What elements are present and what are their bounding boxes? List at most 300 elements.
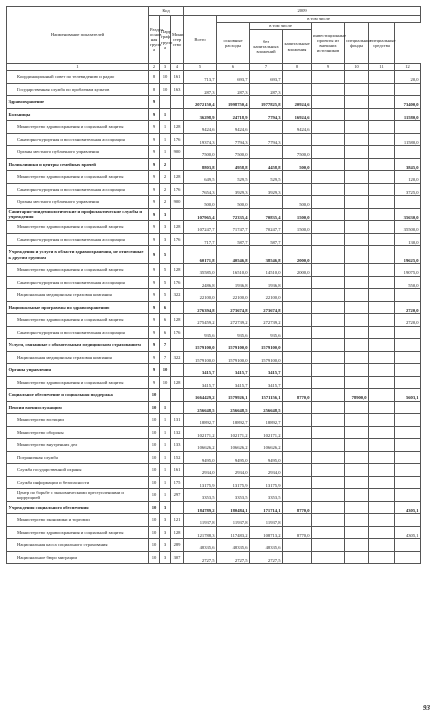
special-funds-value	[345, 426, 369, 439]
basic-expenses-value: 9495,0	[217, 451, 250, 464]
total-value: 60171,8	[184, 246, 217, 264]
special-funds-value	[345, 514, 369, 527]
total-value: 102171,2	[184, 426, 217, 439]
row-name: Услуги, связанные с обязательным медицинским страхованием	[7, 339, 149, 352]
empty-cell	[369, 314, 395, 327]
header-special-means: специальные средства	[369, 23, 395, 64]
capital-investment-value: 2000,0	[283, 246, 312, 264]
special-funds-value	[345, 246, 369, 264]
investment-projects-value	[312, 489, 345, 502]
total-value: 935,6	[184, 326, 217, 339]
special-means-value	[395, 414, 421, 427]
empty-cell	[369, 339, 395, 352]
capital-investment-value	[283, 539, 312, 552]
paragraph-code: 2	[160, 183, 171, 196]
table-row	[7, 314, 421, 327]
row-name: Национальная медицинская страховая компания	[7, 289, 149, 302]
without-capital-value: 693,7	[250, 71, 283, 84]
row-name: Национальное бюро миграции	[7, 551, 149, 564]
capital-investment-value: 8770,0	[283, 526, 312, 539]
row-name: Санаторно-курортная и восстановительная ассоциация	[7, 276, 149, 289]
total-value: 9424,6	[184, 121, 217, 134]
without-capital-value: 1977825,8	[250, 96, 283, 109]
empty-cell	[369, 158, 395, 171]
ministry-code: 176	[171, 183, 184, 196]
capital-investment-value	[283, 414, 312, 427]
without-capital-value: 287,3	[250, 83, 283, 96]
ministry-code: 900	[171, 196, 184, 209]
column-number: 3	[160, 64, 171, 71]
total-value: 8803,8	[184, 158, 217, 171]
special-means-value: 3725,0	[395, 183, 421, 196]
basic-expenses-value: 11937,8	[217, 514, 250, 527]
capital-investment-value	[283, 314, 312, 327]
capital-investment-value	[283, 171, 312, 184]
special-means-value: 5603,1	[395, 389, 421, 402]
empty-cell	[369, 351, 395, 364]
row-name: Социальное обеспечение и социальная поддержка	[7, 389, 149, 402]
table-row	[7, 376, 421, 389]
special-funds-value	[345, 276, 369, 289]
table-row	[7, 208, 421, 221]
row-name: Министерство здравоохранения и социальной защиты	[7, 121, 149, 134]
ministry-code: 128	[171, 221, 184, 234]
header-special-funds: специальные фонды	[345, 23, 369, 64]
paragraph-code: 1	[160, 426, 171, 439]
row-name: Министерство экономики и торговли	[7, 514, 149, 527]
basic-expenses-value: 1579100,0	[217, 351, 250, 364]
special-means-value: 19075,0	[395, 264, 421, 277]
paragraph-code: 3	[160, 551, 171, 564]
special-means-value	[395, 339, 421, 352]
without-capital-value: 108713,2	[250, 526, 283, 539]
without-capital-value: 38546,8	[250, 246, 283, 264]
without-capital-value: 2934,0	[250, 464, 283, 477]
without-capital-value: 171714,1	[250, 501, 283, 514]
special-means-value	[395, 551, 421, 564]
table-row	[7, 364, 421, 377]
capital-investment-value	[283, 451, 312, 464]
paragraph-code: 7	[160, 351, 171, 364]
page-number: 93	[423, 704, 430, 712]
empty-cell	[369, 71, 395, 84]
basic-expenses-value: 106626,2	[217, 439, 250, 452]
special-funds-value	[345, 401, 369, 414]
investment-projects-value	[312, 439, 345, 452]
special-funds-value	[345, 171, 369, 184]
special-funds-value	[345, 351, 369, 364]
capital-investment-value: 16924,6	[283, 108, 312, 121]
investment-projects-value	[312, 364, 345, 377]
investment-projects-value	[312, 551, 345, 564]
section-code: 9	[149, 301, 160, 314]
empty-cell	[369, 246, 395, 264]
total-value: 276394,8	[184, 301, 217, 314]
table-row	[7, 276, 421, 289]
total-value: 184789,2	[184, 501, 217, 514]
ministry-code	[171, 301, 184, 314]
basic-expenses-value: 1579926,1	[217, 389, 250, 402]
without-capital-value: 106626,2	[250, 439, 283, 452]
basic-expenses-value: 256648,5	[217, 401, 250, 414]
without-capital-value: 4458,8	[250, 158, 283, 171]
capital-investment-value	[283, 489, 312, 502]
row-name: Министерство юстиции	[7, 414, 149, 427]
ministry-code: 128	[171, 526, 184, 539]
paragraph-code: 1	[160, 464, 171, 477]
investment-projects-value	[312, 96, 345, 109]
column-number: 5	[184, 64, 217, 71]
without-capital-value: 48335,6	[250, 539, 283, 552]
ministry-code: 289	[171, 539, 184, 552]
section-code: 10	[149, 451, 160, 464]
total-value: 1579100,0	[184, 351, 217, 364]
capital-investment-value	[283, 376, 312, 389]
capital-investment-value: 1500,0	[283, 208, 312, 221]
ministry-code: 297	[171, 489, 184, 502]
investment-projects-value	[312, 208, 345, 221]
basic-expenses-value: 180484,1	[217, 501, 250, 514]
ministry-code	[171, 208, 184, 221]
special-means-value	[395, 451, 421, 464]
column-number: 4	[171, 64, 184, 71]
header-without-capital: без капитальных вложений	[250, 30, 283, 64]
basic-expenses-value: 287,3	[217, 83, 250, 96]
section-code: 10	[149, 551, 160, 564]
without-capital-value: 70247,7	[250, 221, 283, 234]
investment-projects-value	[312, 501, 345, 514]
column-number: 2	[149, 64, 160, 71]
special-means-value	[395, 351, 421, 364]
paragraph-code: 5	[160, 289, 171, 302]
row-name: Национальные программы по здравоохранению	[7, 301, 149, 314]
without-capital-value: 3929,3	[250, 183, 283, 196]
total-value: 11937,8	[184, 514, 217, 527]
section-code: 9	[149, 351, 160, 364]
special-funds-value	[345, 196, 369, 209]
column-number: 6	[217, 64, 250, 71]
paragraph-code: 3	[160, 539, 171, 552]
paragraph-code: 2	[160, 158, 171, 171]
basic-expenses-value: 7794,3	[217, 133, 250, 146]
investment-projects-value	[312, 426, 345, 439]
total-value: 2727,5	[184, 551, 217, 564]
paragraph-code: 2	[160, 196, 171, 209]
row-name: Пограничная служба	[7, 451, 149, 464]
ministry-code: 128	[171, 171, 184, 184]
basic-expenses-value: 4958,8	[217, 158, 250, 171]
empty-cell	[369, 551, 395, 564]
total-value: 2072150,4	[184, 96, 217, 109]
paragraph-code: 7	[160, 339, 171, 352]
total-value: 48335,6	[184, 539, 217, 552]
basic-expenses-value: 3415,7	[217, 364, 250, 377]
paragraph-code: 1	[160, 414, 171, 427]
special-means-value: 11580,0	[395, 108, 421, 121]
total-value: 3415,7	[184, 364, 217, 377]
capital-investment-value	[283, 351, 312, 364]
basic-expenses-value: 2727,5	[217, 551, 250, 564]
empty-cell	[369, 171, 395, 184]
section-code: 9	[149, 314, 160, 327]
special-means-value: 4305,1	[395, 526, 421, 539]
capital-investment-value	[283, 326, 312, 339]
ministry-code: 322	[171, 289, 184, 302]
table-row	[7, 246, 421, 264]
paragraph-code: 1	[160, 146, 171, 159]
investment-projects-value	[312, 83, 345, 96]
empty-cell	[369, 364, 395, 377]
ministry-code: 307	[171, 551, 184, 564]
capital-investment-value: 500,0	[283, 196, 312, 209]
section-code: 9	[149, 133, 160, 146]
empty-cell	[369, 83, 395, 96]
ministry-code: 176	[171, 133, 184, 146]
total-value: 107247,7	[184, 221, 217, 234]
special-means-value: 19625,0	[395, 246, 421, 264]
ministry-code	[171, 501, 184, 514]
paragraph-code: 1	[160, 451, 171, 464]
total-value: 7500,0	[184, 146, 217, 159]
column-number: 1	[7, 64, 149, 71]
row-name: Министерство здравоохранения и социальной защиты	[7, 221, 149, 234]
investment-projects-value	[312, 376, 345, 389]
without-capital-value: 1579100,0	[250, 351, 283, 364]
ministry-code	[171, 401, 184, 414]
capital-investment-value: 8770,0	[283, 389, 312, 402]
paragraph-code: 3	[160, 208, 171, 221]
header-code: Код	[149, 7, 184, 16]
ministry-code: 176	[171, 326, 184, 339]
capital-investment-value	[283, 289, 312, 302]
special-means-value	[395, 146, 421, 159]
basic-expenses-value: 935,6	[217, 326, 250, 339]
table-row	[7, 301, 421, 314]
special-means-value	[395, 401, 421, 414]
ministry-code	[171, 158, 184, 171]
section-code: 10	[149, 426, 160, 439]
basic-expenses-value: 273674,8	[217, 301, 250, 314]
empty-cell	[369, 276, 395, 289]
table-body	[7, 71, 421, 564]
total-value: 22100,0	[184, 289, 217, 302]
table-row	[7, 489, 421, 502]
table-row	[7, 158, 421, 171]
ministry-code	[171, 364, 184, 377]
row-name: Здравоохранение	[7, 96, 149, 109]
table-row	[7, 451, 421, 464]
section-code: 8	[149, 71, 160, 84]
basic-expenses-value: 3929,3	[217, 183, 250, 196]
paragraph-code: 5	[160, 246, 171, 264]
special-means-value: 20,0	[395, 71, 421, 84]
special-means-value: 130,0	[395, 233, 421, 246]
paragraph-code: 1	[160, 489, 171, 502]
total-value: 19374,3	[184, 133, 217, 146]
special-means-value	[395, 464, 421, 477]
empty-cell	[369, 289, 395, 302]
table-row	[7, 196, 421, 209]
table-row	[7, 401, 421, 414]
capital-investment-value	[283, 276, 312, 289]
without-capital-value: 1579100,0	[250, 339, 283, 352]
section-code: 9	[149, 246, 160, 264]
empty-cell	[369, 108, 395, 121]
basic-expenses-value: 48335,6	[217, 539, 250, 552]
special-funds-value	[345, 326, 369, 339]
column-number: 12	[395, 64, 421, 71]
capital-investment-value	[283, 133, 312, 146]
special-funds-value	[345, 71, 369, 84]
basic-expenses-value: 587,7	[217, 233, 250, 246]
table-row	[7, 83, 421, 96]
capital-investment-value	[283, 339, 312, 352]
ministry-code	[171, 339, 184, 352]
empty-cell	[369, 221, 395, 234]
ministry-code: 121	[171, 514, 184, 527]
section-code: 10	[149, 539, 160, 552]
ministry-code: 133	[171, 439, 184, 452]
capital-investment-value	[283, 476, 312, 489]
basic-expenses-value: 16510,0	[217, 264, 250, 277]
section-code: 10	[149, 414, 160, 427]
ministry-code: 176	[171, 276, 184, 289]
paragraph-code: 6	[160, 314, 171, 327]
empty-cell	[369, 183, 395, 196]
section-code: 10	[149, 389, 160, 402]
basic-expenses-value: 18892,7	[217, 414, 250, 427]
empty-cell	[369, 464, 395, 477]
ministry-code	[171, 96, 184, 109]
special-funds-value	[345, 121, 369, 134]
row-name: Пенсии военнослужащим	[7, 401, 149, 414]
capital-investment-value	[283, 83, 312, 96]
capital-investment-value: 500,0	[283, 158, 312, 171]
section-code: 9	[149, 221, 160, 234]
empty-cell	[369, 121, 395, 134]
total-value: 2934,0	[184, 464, 217, 477]
row-name: Министерство обороны	[7, 426, 149, 439]
section-code: 10	[149, 464, 160, 477]
empty-cell	[369, 326, 395, 339]
table-row	[7, 289, 421, 302]
ministry-code: 175	[171, 476, 184, 489]
special-means-value: 550,0	[395, 276, 421, 289]
paragraph-code: 10	[160, 364, 171, 377]
section-code: 10	[149, 526, 160, 539]
special-means-value	[395, 121, 421, 134]
section-code: 9	[149, 121, 160, 134]
section-code: 9	[149, 326, 160, 339]
ministry-code: 132	[171, 426, 184, 439]
special-means-value	[395, 426, 421, 439]
table-row	[7, 514, 421, 527]
special-funds-value	[345, 233, 369, 246]
paragraph-code: 3	[160, 514, 171, 527]
investment-projects-value	[312, 246, 345, 264]
row-name: Учреждения социального обеспечения	[7, 501, 149, 514]
special-means-value: 73400,0	[395, 96, 421, 109]
ministry-code: 900	[171, 146, 184, 159]
special-means-value	[395, 489, 421, 502]
table-row	[7, 426, 421, 439]
without-capital-value: 256648,5	[250, 401, 283, 414]
total-value: 13175,9	[184, 476, 217, 489]
capital-investment-value	[283, 71, 312, 84]
empty-cell	[369, 439, 395, 452]
ministry-code	[171, 246, 184, 264]
section-code: 9	[149, 289, 160, 302]
row-name: Министерство здравоохранения и социальной защиты	[7, 376, 149, 389]
basic-expenses-value: 693,7	[217, 71, 250, 84]
investment-projects-value	[312, 301, 345, 314]
empty-cell	[369, 233, 395, 246]
investment-projects-value	[312, 289, 345, 302]
total-value: 649,5	[184, 171, 217, 184]
basic-expenses-value: 529,5	[217, 171, 250, 184]
row-name: Служба государственной охраны	[7, 464, 149, 477]
header-ministry: Мини стер ство	[171, 16, 184, 64]
investment-projects-value	[312, 476, 345, 489]
special-funds-value	[345, 526, 369, 539]
empty-cell	[369, 476, 395, 489]
investment-projects-value	[312, 514, 345, 527]
empty-cell	[369, 301, 395, 314]
row-name: Поликлиники и центры семейных врачей	[7, 158, 149, 171]
section-code: 9	[149, 364, 160, 377]
row-name: Координационный совет по телевидению и радио	[7, 71, 149, 84]
investment-projects-value	[312, 71, 345, 84]
paragraph-code: 3	[160, 501, 171, 514]
without-capital-value: 2727,5	[250, 551, 283, 564]
special-funds-value: 78900,0	[345, 389, 369, 402]
investment-projects-value	[312, 351, 345, 364]
special-funds-value	[345, 414, 369, 427]
table-row	[7, 439, 421, 452]
total-value: 121788,3	[184, 526, 217, 539]
empty-cell	[369, 514, 395, 527]
row-name: Национальная медицинская страховая компания	[7, 351, 149, 364]
header-paragraph: Парр граф групп а	[160, 16, 171, 64]
special-funds-value	[345, 539, 369, 552]
special-means-value: 11580,0	[395, 133, 421, 146]
without-capital-value: 3415,7	[250, 364, 283, 377]
section-code: 10	[149, 401, 160, 414]
without-capital-value: 11937,8	[250, 514, 283, 527]
paragraph-code: 1	[160, 121, 171, 134]
special-funds-value	[345, 451, 369, 464]
capital-investment-value: 7500,0	[283, 146, 312, 159]
total-value: 1664429,2	[184, 389, 217, 402]
paragraph-code	[160, 96, 171, 109]
table-row	[7, 221, 421, 234]
special-funds-value	[345, 183, 369, 196]
section-code: 10	[149, 439, 160, 452]
total-value: 18892,7	[184, 414, 217, 427]
without-capital-value	[250, 146, 283, 159]
special-funds-value	[345, 146, 369, 159]
table-row	[7, 171, 421, 184]
special-means-value	[395, 539, 421, 552]
capital-investment-value	[283, 439, 312, 452]
table-row	[7, 526, 421, 539]
investment-projects-value	[312, 158, 345, 171]
total-value: 256648,5	[184, 401, 217, 414]
basic-expenses-value: 1998750,4	[217, 96, 250, 109]
empty-cell	[369, 414, 395, 427]
paragraph-code: 10	[160, 71, 171, 84]
total-value: 106626,2	[184, 439, 217, 452]
